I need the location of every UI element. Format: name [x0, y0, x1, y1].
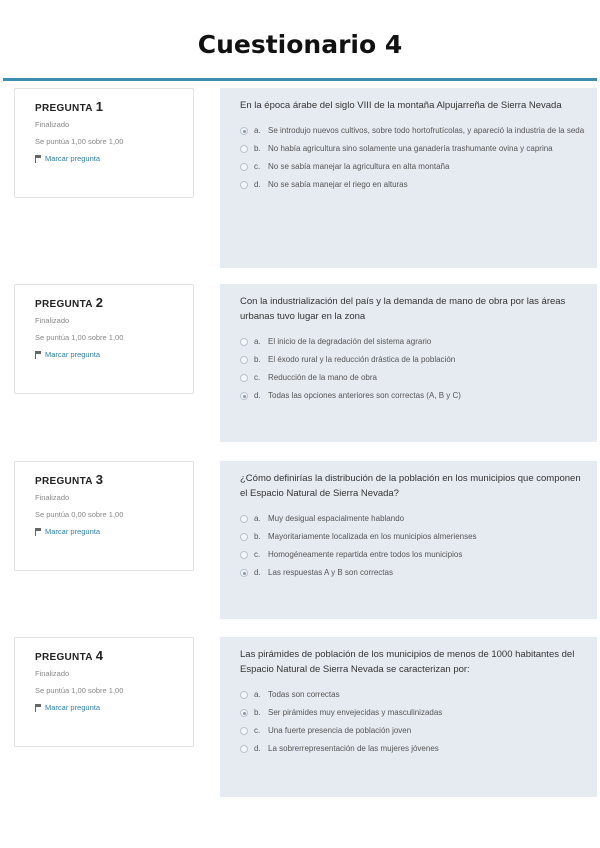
question-content — [220, 88, 597, 268]
question-text: ¿Cómo definirías la distribución de la población en los municipios que componen el Espacio Natural de Sierra Nevada? — [240, 473, 581, 499]
question-heading: PREGUNTA 3 — [35, 472, 104, 487]
answer-option-d[interactable]: d. Todas las opciones anteriores son correctas (A, B y C) — [240, 390, 585, 402]
answer-option-c[interactable]: c. Reducción de la mano de obra — [240, 372, 585, 384]
answer-option-c[interactable]: c. Una fuerte presencia de población joven — [240, 725, 585, 737]
question-content — [220, 637, 597, 797]
question-text: Las pirámides de población de los municipios de menos de 1000 habitantes del Espacio Natural de Sierra Nevada se caracterizan por: — [240, 649, 575, 675]
answer-list — [240, 125, 585, 191]
question-score: Se puntúa 1,00 sobre 1,00 — [35, 332, 124, 342]
question-info-box — [14, 461, 194, 571]
question-text: En la época árabe del siglo VIII de la montaña Alpujarreña de Sierra Nevada — [240, 100, 562, 111]
question-info-box — [14, 284, 194, 394]
answer-option-a[interactable]: a. Se introdujo nuevos cultivos, sobre todo hortofrutícolas, y apareció la industria de la seda — [240, 125, 585, 137]
radio-button[interactable] — [240, 145, 248, 153]
flag-question-link[interactable]: Marcar pregunta — [35, 527, 193, 536]
answer-list — [240, 689, 585, 755]
page-title: Cuestionario 4 — [197, 30, 403, 59]
answer-option-c[interactable]: c. Homogéneamente repartida entre todos los municipios — [240, 549, 585, 561]
answer-option-d[interactable]: d. La sobrerrepresentación de las mujeres jóvenes — [240, 743, 585, 755]
flag-icon — [35, 351, 42, 358]
question-score: Se puntúa 0,00 sobre 1,00 — [35, 509, 124, 519]
radio-button[interactable] — [240, 745, 248, 753]
answer-option-b[interactable]: b. Mayoritariamente localizada en los municipios almerienses — [240, 531, 585, 543]
question-content — [220, 284, 597, 442]
question-number: 4 — [95, 648, 104, 663]
question-score: Se puntúa 1,00 sobre 1,00 — [35, 136, 124, 146]
radio-button[interactable] — [240, 374, 248, 382]
question-heading: PREGUNTA 1 — [35, 99, 104, 114]
question-number: 3 — [95, 472, 104, 487]
radio-button[interactable] — [240, 356, 248, 364]
answer-list — [240, 513, 585, 579]
question-score: Se puntúa 1,00 sobre 1,00 — [35, 685, 124, 695]
flag-icon — [35, 155, 42, 162]
flag-question-link[interactable]: Marcar pregunta — [35, 154, 193, 163]
radio-button[interactable] — [240, 181, 248, 189]
radio-button[interactable] — [240, 127, 248, 135]
title-divider — [3, 78, 597, 81]
question-number: 1 — [95, 99, 104, 114]
radio-button[interactable] — [240, 163, 248, 171]
radio-button[interactable] — [240, 709, 248, 717]
answer-option-d[interactable]: d. No se sabía manejar el riego en alturas — [240, 179, 585, 191]
question-status: Finalizado — [35, 493, 70, 502]
answer-option-d[interactable]: d. Las respuestas A y B son correctas — [240, 567, 585, 579]
radio-button[interactable] — [240, 338, 248, 346]
question-text: Con la industrialización del país y la demanda de mano de obra por las áreas urbanas tuvo lugar en la zona — [240, 296, 566, 322]
question-number: 2 — [95, 295, 104, 310]
answer-list — [240, 336, 585, 402]
question-heading: PREGUNTA 4 — [35, 648, 104, 663]
question-content — [220, 461, 597, 619]
question-status: Finalizado — [35, 120, 70, 129]
flag-question-link[interactable]: Marcar pregunta — [35, 703, 193, 712]
question-info-box — [14, 88, 194, 198]
question-heading: PREGUNTA 2 — [35, 295, 104, 310]
question-status: Finalizado — [35, 316, 70, 325]
question-info-box — [14, 637, 194, 747]
question-status: Finalizado — [35, 669, 70, 678]
radio-button[interactable] — [240, 533, 248, 541]
answer-option-b[interactable]: b. El éxodo rural y la reducción drástica de la población — [240, 354, 585, 366]
flag-icon — [35, 704, 42, 711]
radio-button[interactable] — [240, 551, 248, 559]
flag-icon — [35, 528, 42, 535]
answer-option-b[interactable]: b. Ser pirámides muy envejecidas y masculinizadas — [240, 707, 585, 719]
answer-option-a[interactable]: a. Muy desigual espacialmente hablando — [240, 513, 585, 525]
answer-option-b[interactable]: b. No había agricultura sino solamente una ganadería trashumante ovina y caprina — [240, 143, 585, 155]
flag-question-link[interactable]: Marcar pregunta — [35, 350, 193, 359]
answer-option-a[interactable]: a. Todas son correctas — [240, 689, 585, 701]
radio-button[interactable] — [240, 691, 248, 699]
answer-option-c[interactable]: c. No se sabía manejar la agricultura en alta montaña — [240, 161, 585, 173]
radio-button[interactable] — [240, 392, 248, 400]
radio-button[interactable] — [240, 569, 248, 577]
answer-option-a[interactable]: a. El inicio de la degradación del sistema agrario — [240, 336, 585, 348]
radio-button[interactable] — [240, 515, 248, 523]
radio-button[interactable] — [240, 727, 248, 735]
